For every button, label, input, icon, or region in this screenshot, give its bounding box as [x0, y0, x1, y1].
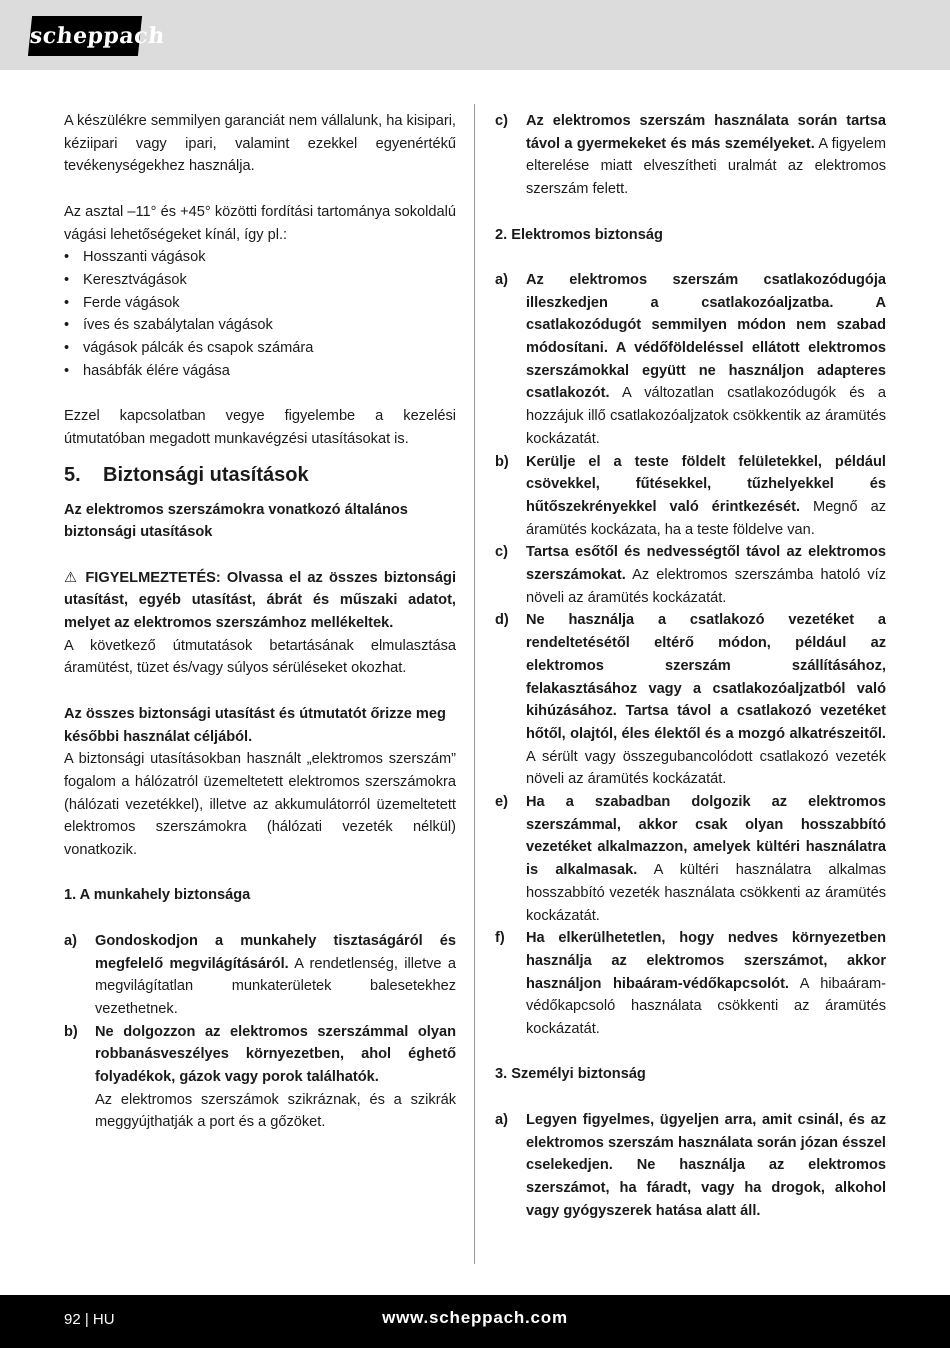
item-text: Megnő az áramütés kockázata, ha a teste földelve van. — [526, 498, 887, 538]
list-item: • vágások pálcák és csapok számára — [64, 337, 456, 360]
electrical-safety-heading: 2. Elektromos biztonság — [495, 226, 663, 243]
item-text: A kültéri használatra alkalmas hosszabbító vezeték használata csökkenti az áramütés kockázatát. — [526, 862, 886, 924]
list-item — [495, 927, 886, 1041]
section-heading — [64, 461, 456, 489]
item-label: c) — [495, 113, 508, 129]
general-safety-subheading: Az elektromos szerszámokra vonatkozó általános biztonsági utasítások — [64, 501, 408, 541]
page-number: 92 | HU — [64, 1311, 115, 1328]
item-text: A változatlan csatlakozódugók és a hozzájuk illő csatlakozóaljzatok csökkentik az áramütés kockázatát. — [526, 385, 886, 447]
list-item: • hasábfák élére vágása — [64, 360, 456, 383]
instructions-note: Ezzel kapcsolatban vegye figyelembe a kezelési útmutatóban megadott munkavégzési utasításokat is. — [64, 408, 456, 447]
item-label: a) — [64, 932, 77, 949]
list-item — [64, 1021, 456, 1135]
item-bold-text: Az elektromos szerszám használata során tartsa távol a gyermekeket és más személyeket. — [526, 113, 886, 152]
item-bold-text: Az elektromos szerszám csatlakozódugója illeszkedjen a csatlakozóaljzatba. A csatlakozódugót semmilyen módon nem szabad módosítani. A védőföldeléssel ellátott elektromos szerszámokkal együtt ne használjon adapteres csatlakozót. — [526, 271, 886, 402]
column-divider — [474, 104, 475, 1264]
item-text: Az elektromos szerszámba hatoló víz növeli az áramütés kockázatát. — [526, 567, 887, 606]
header-band — [0, 0, 950, 70]
list-item — [495, 609, 886, 791]
item-label: b) — [495, 453, 509, 470]
warning-bold-text: FIGYELMEZTETÉS: Olvassa el az összes biztonsági utasítást, egyéb utasítást, ábrát és műszaki adatot, melyet az elektromos szerszámhoz mellékeltek. — [64, 569, 456, 632]
list-item: • Hosszanti vágások — [64, 246, 456, 269]
list-item — [495, 1109, 886, 1223]
list-item — [495, 451, 886, 542]
personal-safety-heading: 3. Személyi biztonság — [495, 1066, 646, 1083]
keep-instructions-bold: Az összes biztonsági utasítást és útmutatót őrizze meg későbbi használat céljából. — [64, 705, 446, 745]
list-item — [495, 541, 886, 609]
section-title: Biztonsági utasítások — [103, 463, 309, 486]
item-bold-text: Ha a szabadban dolgozik az elektromos szerszámmal, akkor csak olyan hosszabbító vezetéket alkalmazzon, amelyek kültéri használatra is alkalmasak. — [526, 794, 886, 879]
brand-logo: scheppach — [28, 16, 142, 56]
list-item — [495, 791, 886, 927]
warning-triangle-icon: ⚠ — [64, 569, 80, 586]
item-label: d) — [495, 612, 509, 629]
item-bold-text: Kerülje el a teste földelt felületekkel, például csövekkel, fűtésekkel, tűzhelyekkel és hűtőszekrényekkel való érintkezését. — [526, 453, 886, 515]
power-tool-definition: A biztonsági utasításokban használt „elektromos szerszám” fogalom a hálózatról üzemeltetett elektromos szerszámokra (hálózati vezetékkel), illetve az akkumulátorról üzemeltetett elektromos szerszámokra (hálózati vezeték nélkül) vonatkozik. — [64, 751, 456, 859]
item-bold-text: Gondoskodjon a munkahely tisztaságáról és megfelelő megvilágításáról. — [95, 932, 456, 972]
item-bold-text: Tartsa esőtől és nedvességtől távol az elektromos szerszámokat. — [526, 544, 886, 584]
table-range-paragraph: Az asztal –11° és +45° közötti fordítási tartománya sokoldalú vágási lehetőségeket kínál, így pl.: — [64, 203, 456, 243]
item-text: Az elektromos szerszámok szikráznak, és a szikrák meggyújthatják a port és a gőzöket. — [95, 1091, 456, 1131]
item-label: b) — [64, 1023, 78, 1040]
cut-types-list — [64, 246, 456, 382]
list-item — [64, 930, 456, 1021]
item-text: A figyelem elterelése miatt elveszítheti uralmát az elektromos szerszám felett. — [526, 135, 887, 198]
right-column — [495, 110, 886, 1222]
item-text: A sérült vagy összegubancolódott csatlakozó vezeték növeli az áramütés kockázatát. — [526, 748, 886, 788]
list-item: • íves és szabálytalan vágások — [64, 314, 456, 337]
warning-consequence: A következő útmutatások betartásának elmulasztása áramütést, tüzet és/vagy súlyos sérüléseket okozhat. — [64, 637, 456, 677]
item-label: e) — [495, 794, 508, 811]
work-area-heading: 1. A munkahely biztonsága — [64, 887, 251, 904]
item-bold-text: Ha elkerülhetetlen, hogy nedves környezetben használja az elektromos szerszámot, akkor használjon hibaáram-védőkapcsolót. — [526, 930, 886, 992]
footer-bar — [0, 1295, 950, 1348]
section-number: 5. — [64, 463, 81, 486]
item-bold-text: Legyen figyelmes, ügyeljen arra, amit csinál, és az elektromos szerszám használata során józan ésszel cselekedjen. Ne használja az elektromos szerszámot, ha fáradt, vagy ha drogok, alkohol vagy gyógyszerek hatása alatt áll. — [526, 1111, 886, 1219]
item-label: f) — [495, 930, 505, 947]
list-item: • Keresztvágások — [64, 269, 456, 292]
list-item — [495, 269, 886, 451]
list-item: • Ferde vágások — [64, 292, 456, 315]
warranty-paragraph: A készülékre semmilyen garanciát nem vállalunk, ha kisipari, kéziipari vagy ipari, valamint ezekkel egyenértékű tevékenységekhez használja. — [64, 113, 456, 175]
item-bold-text: Ne használja a csatlakozó vezetéket a rendeltetésétől eltérő módon, például az elektromos szerszám szállításához, felakasztásához vagy a csatlakozóaljzatból való kihúzásához. Tartsa távol a csatlakozó vezetéket hőtől, olajtól, éles élektől és a mozgó alkatrészeitől. — [526, 612, 886, 742]
item-text: A rendetlenség, illetve a megvilágítatlan munkaterületek balesetekhez vezethetnek. — [95, 955, 456, 1017]
warning-paragraph — [64, 567, 456, 635]
item-text: A hibaáram-védőkapcsoló használata csökkenti az áramütés kockázatát. — [526, 975, 886, 1038]
item-label: a) — [495, 1111, 508, 1128]
item-label: a) — [495, 271, 508, 288]
left-column — [64, 110, 456, 1134]
item-label: c) — [495, 544, 508, 561]
website-link[interactable]: www.scheppach.com — [382, 1308, 568, 1327]
list-item — [495, 110, 886, 201]
item-bold-text: Ne dolgozzon az elektromos szerszámmal olyan robbanásveszélyes környezetben, ahol éghető folyadékok, gázok vagy porok találhatók. — [95, 1023, 456, 1086]
